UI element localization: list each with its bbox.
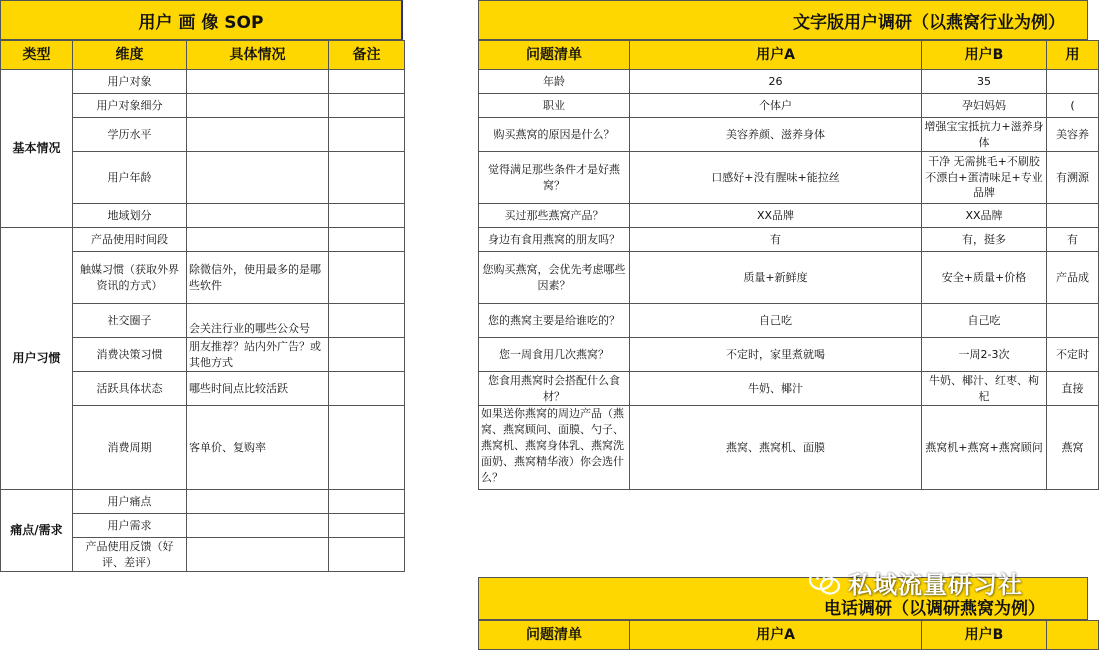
watermark bbox=[808, 565, 1023, 600]
answer-b-cell: 一周2-3次 bbox=[922, 338, 1047, 372]
col-header-user-a: 用户A bbox=[630, 621, 922, 650]
question-cell: 职业 bbox=[479, 94, 630, 118]
wechat-icon bbox=[808, 569, 842, 597]
dimension-cell: 学历水平 bbox=[73, 118, 187, 152]
notes-cell bbox=[329, 338, 405, 372]
answer-b-cell: 有，挺多 bbox=[922, 228, 1047, 252]
detail-cell bbox=[187, 514, 329, 538]
table-row bbox=[479, 228, 1099, 252]
col-header-questions: 问题清单 bbox=[479, 621, 630, 650]
col-header-notes: 备注 bbox=[329, 41, 405, 70]
question-cell: 您购买燕窝，会优先考虑哪些因素？ bbox=[479, 252, 630, 304]
category-habits: 用户习惯 bbox=[1, 228, 73, 490]
table-row bbox=[479, 252, 1099, 304]
notes-cell bbox=[329, 538, 405, 572]
notes-cell bbox=[329, 152, 405, 204]
dimension-cell: 用户痛点 bbox=[73, 490, 187, 514]
answer-c-cell: 不定时 bbox=[1047, 338, 1099, 372]
watermark-text: 私域流量研习社 bbox=[848, 571, 1023, 599]
table-row bbox=[479, 406, 1099, 490]
detail-cell bbox=[187, 152, 329, 204]
category-pain-needs: 痛点/需求 bbox=[1, 490, 73, 572]
notes-cell bbox=[329, 304, 405, 338]
table-row bbox=[1, 228, 405, 252]
dimension-cell: 消费周期 bbox=[73, 406, 187, 490]
answer-a-cell: XX品牌 bbox=[630, 204, 922, 228]
notes-cell bbox=[329, 204, 405, 228]
detail-cell: 客单价、复购率 bbox=[187, 406, 329, 490]
notes-cell bbox=[329, 252, 405, 304]
dimension-cell: 用户对象细分 bbox=[73, 94, 187, 118]
answer-a-cell: 有 bbox=[630, 228, 922, 252]
answer-b-cell: 燕窝机+燕窝+燕窝顾问 bbox=[922, 406, 1047, 490]
col-header-user-b: 用户B bbox=[922, 621, 1047, 650]
col-header-detail: 具体情况 bbox=[187, 41, 329, 70]
notes-cell bbox=[329, 490, 405, 514]
dimension-cell: 地域划分 bbox=[73, 204, 187, 228]
notes-cell bbox=[329, 372, 405, 406]
table-row bbox=[479, 372, 1099, 406]
col-header-dimension: 维度 bbox=[73, 41, 187, 70]
answer-c-cell: 有 bbox=[1047, 228, 1099, 252]
answer-b-cell: 35 bbox=[922, 70, 1047, 94]
phone-survey-table bbox=[478, 620, 1099, 650]
detail-cell bbox=[187, 94, 329, 118]
phone-survey-title: 电话调研（以调研燕窝为例） bbox=[478, 577, 1088, 620]
notes-cell bbox=[329, 228, 405, 252]
answer-c-cell: 直接 bbox=[1047, 372, 1099, 406]
table-row bbox=[479, 204, 1099, 228]
answer-b-cell: 牛奶、椰汁、红枣、枸杞 bbox=[922, 372, 1047, 406]
detail-cell bbox=[187, 490, 329, 514]
sop-title: 用户 画 像 SOP bbox=[0, 0, 403, 40]
answer-b-cell: 干净 无需挑毛+不刷胶不漂白+蛋清味足+专业品牌 bbox=[922, 152, 1047, 204]
question-cell: 身边有食用燕窝的朋友吗？ bbox=[479, 228, 630, 252]
col-header-user-c: 用 bbox=[1047, 41, 1099, 70]
detail-cell bbox=[187, 228, 329, 252]
answer-a-cell: 不定时，家里煮就喝 bbox=[630, 338, 922, 372]
notes-cell bbox=[329, 118, 405, 152]
answer-a-cell: 26 bbox=[630, 70, 922, 94]
table-row bbox=[1, 70, 405, 94]
answer-c-cell: 产品成 bbox=[1047, 252, 1099, 304]
dimension-cell: 产品使用时间段 bbox=[73, 228, 187, 252]
answer-c-cell: 有溯源 bbox=[1047, 152, 1099, 204]
dimension-cell: 触媒习惯（获取外界资讯的方式） bbox=[73, 252, 187, 304]
dimension-cell: 用户年龄 bbox=[73, 152, 187, 204]
notes-cell bbox=[329, 94, 405, 118]
answer-a-cell: 口感好+没有腥味+能拉丝 bbox=[630, 152, 922, 204]
answer-a-cell: 美容养颜、滋养身体 bbox=[630, 118, 922, 152]
table-row bbox=[1, 490, 405, 514]
answer-c-cell bbox=[1047, 304, 1099, 338]
detail-cell: 除微信外，使用最多的是哪些软件 bbox=[187, 252, 329, 304]
detail-cell bbox=[187, 538, 329, 572]
answer-c-cell bbox=[1047, 204, 1099, 228]
notes-cell bbox=[329, 70, 405, 94]
detail-cell bbox=[187, 118, 329, 152]
table-row bbox=[479, 304, 1099, 338]
answer-b-cell: 自己吃 bbox=[922, 304, 1047, 338]
table-row bbox=[479, 118, 1099, 152]
detail-cell: 哪些时间点比较活跃 bbox=[187, 372, 329, 406]
question-cell: 您的燕窝主要是给谁吃的？ bbox=[479, 304, 630, 338]
table-row bbox=[479, 70, 1099, 94]
sop-table bbox=[0, 40, 405, 572]
col-header-type: 类型 bbox=[1, 41, 73, 70]
answer-a-cell: 个体户 bbox=[630, 94, 922, 118]
dimension-cell: 消费决策习惯 bbox=[73, 338, 187, 372]
question-cell: 买过那些燕窝产品？ bbox=[479, 204, 630, 228]
survey-title: 文字版用户调研（以燕窝行业为例） bbox=[478, 0, 1088, 40]
answer-b-cell: 增强宝宝抵抗力+滋养身体 bbox=[922, 118, 1047, 152]
answer-c-cell: 燕窝 bbox=[1047, 406, 1099, 490]
survey-header-row bbox=[479, 41, 1099, 70]
question-cell: 购买燕窝的原因是什么？ bbox=[479, 118, 630, 152]
category-basic: 基本情况 bbox=[1, 70, 73, 228]
answer-a-cell: 质量+新鲜度 bbox=[630, 252, 922, 304]
answer-a-cell: 牛奶、椰汁 bbox=[630, 372, 922, 406]
sop-header-row bbox=[1, 41, 405, 70]
table-row bbox=[479, 152, 1099, 204]
answer-b-cell: 安全+质量+价格 bbox=[922, 252, 1047, 304]
answer-a-cell: 自己吃 bbox=[630, 304, 922, 338]
table-row bbox=[479, 338, 1099, 372]
notes-cell bbox=[329, 514, 405, 538]
phone-survey-header-row bbox=[479, 621, 1099, 650]
detail-cell: 会关注行业的哪些公众号 bbox=[187, 304, 329, 338]
question-cell: 如果送你燕窝的周边产品（燕窝、燕窝顾问、面膜、勺子、燕窝机、燕窝身体乳、燕窝洗面奶、燕窝精华液）你会选什么？ bbox=[479, 406, 630, 490]
col-header-user-a: 用户A bbox=[630, 41, 922, 70]
question-cell: 觉得满足那些条件才是好燕窝？ bbox=[479, 152, 630, 204]
answer-c-cell: 美容养 bbox=[1047, 118, 1099, 152]
answer-c-cell: ( bbox=[1047, 94, 1099, 118]
col-header-user-b: 用户B bbox=[922, 41, 1047, 70]
table-row bbox=[479, 94, 1099, 118]
dimension-cell: 社交圈子 bbox=[73, 304, 187, 338]
detail-cell bbox=[187, 70, 329, 94]
dimension-cell: 用户需求 bbox=[73, 514, 187, 538]
question-cell: 年龄 bbox=[479, 70, 630, 94]
dimension-cell: 用户对象 bbox=[73, 70, 187, 94]
answer-b-cell: XX品牌 bbox=[922, 204, 1047, 228]
dimension-cell: 活跃具体状态 bbox=[73, 372, 187, 406]
answer-c-cell bbox=[1047, 70, 1099, 94]
answer-a-cell: 燕窝、燕窝机、面膜 bbox=[630, 406, 922, 490]
col-header-questions: 问题清单 bbox=[479, 41, 630, 70]
notes-cell bbox=[329, 406, 405, 490]
dimension-cell: 产品使用反馈（好评、差评） bbox=[73, 538, 187, 572]
detail-cell: 朋友推荐？站内外广告？或其他方式 bbox=[187, 338, 329, 372]
question-cell: 您食用燕窝时会搭配什么食材？ bbox=[479, 372, 630, 406]
answer-b-cell: 孕妇妈妈 bbox=[922, 94, 1047, 118]
question-cell: 您一周食用几次燕窝？ bbox=[479, 338, 630, 372]
detail-cell bbox=[187, 204, 329, 228]
col-header-user-c bbox=[1047, 621, 1099, 650]
survey-table bbox=[478, 40, 1099, 490]
